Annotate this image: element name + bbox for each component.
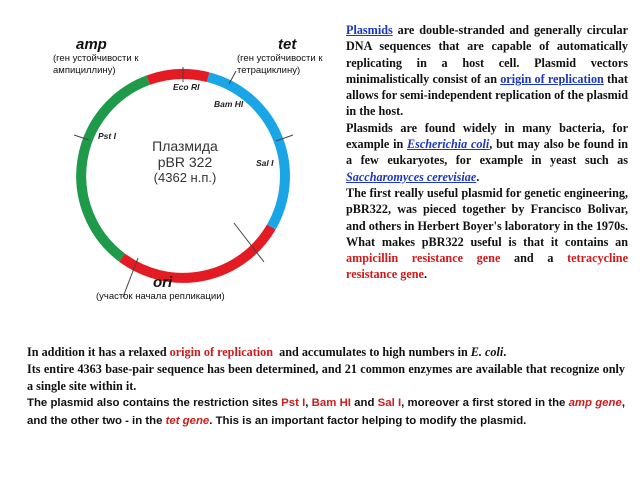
- text-segment: , and the other two - in the: [27, 397, 625, 427]
- paragraph-pbr322-history: [346, 185, 628, 283]
- highlight-amp-gene: amp gene: [568, 397, 622, 409]
- ring-segment-ori-red: [122, 227, 271, 278]
- bamhi-site-label: Bam HI: [214, 99, 244, 109]
- tet-gene-label: tet: [278, 36, 297, 53]
- plasmid-diagram: [0, 0, 340, 330]
- tet-gene-description: [237, 53, 323, 77]
- amp-gene-label: amp: [76, 36, 107, 53]
- link-origin-of-replication[interactable]: origin of replication: [500, 71, 604, 86]
- highlight-sal-i: Sal I: [377, 397, 402, 409]
- paragraph-plasmids-occurrence: [346, 120, 628, 185]
- text-segment: .: [503, 345, 507, 359]
- text-segment: , moreover a first stored in the: [401, 397, 569, 409]
- text-segment: ,: [305, 397, 312, 409]
- paragraph-restriction-sites: [27, 395, 625, 430]
- center-line3: (4362 н.п.): [153, 170, 217, 185]
- ecori-site-label: Eco RI: [173, 82, 200, 92]
- text-segment: In addition it has a relaxed: [27, 345, 170, 359]
- highlight-tetracycline-gene: tetracycline resistance gene: [346, 251, 628, 282]
- link-escherichia-coli[interactable]: Escherichia coli: [407, 137, 490, 152]
- paragraph-plasmids-definition: [346, 22, 628, 120]
- paragraph-sequence: [27, 361, 625, 395]
- ori-label: ori: [153, 274, 173, 291]
- ori-description: (участок начала репликации): [96, 291, 225, 302]
- plasmid-center-label: [130, 138, 240, 185]
- italic-e-coli: E. coli: [470, 345, 504, 359]
- text-segment: The first really useful plasmid for genetic engineering, pBR322, was pieced together by Francisco Bolivar, and others in Herbert Boyer's laboratory in the 1970s. What makes pBR322 useful is that it contains an: [346, 185, 628, 249]
- highlight-origin-of-replication: origin of replication: [169, 345, 274, 359]
- text-segment: and a: [500, 251, 568, 266]
- text-segment: that allows for semi-independent replication of the plasmid in the host.: [346, 71, 628, 119]
- tet-desc-line1: (ген устойчивости к: [237, 53, 323, 64]
- text-segment: are double-stranded and generally circular DNA sequences that are capable of automatically replicating in a host cell. Plasmid vectors minimalistically consist of an: [346, 23, 628, 86]
- center-line1: Плазмида: [152, 138, 218, 154]
- link-plasmids[interactable]: Plasmids: [346, 23, 393, 37]
- text-segment: .: [423, 267, 428, 282]
- text-segment: and: [350, 397, 378, 409]
- highlight-bam-hi: Bam HI: [311, 397, 351, 409]
- psti-site-label: Pst I: [98, 131, 116, 141]
- bottom-description-text: [27, 344, 625, 430]
- highlight-pst-i: Pst I: [281, 397, 306, 409]
- text-segment: Plasmids are found widely in many bacteria, for example in: [346, 120, 628, 152]
- text-segment: and accumulates to high numbers in: [273, 345, 471, 359]
- tet-desc-line2: тетрациклину): [237, 65, 301, 76]
- highlight-tet-gene: tet gene: [165, 414, 210, 427]
- text-segment: The plasmid also contains the restriction sites: [27, 397, 282, 409]
- paragraph-relaxed-origin: [27, 344, 625, 361]
- ring-segment-top-red: [148, 74, 208, 80]
- plasmid-description-text: [346, 22, 628, 283]
- center-line2: pBR 322: [157, 154, 213, 170]
- text-segment: , but may also be found in a few eukaryotes, for example in yeast such as: [346, 137, 628, 168]
- text-segment: Its entire 4363 base-pair sequence has been determined, and 21 common enzymes are available that recognize only a single site within it.: [27, 362, 625, 393]
- amp-desc-line1: (ген устойчивости к: [53, 53, 139, 64]
- text-segment: .: [476, 169, 480, 184]
- amp-desc-line2: ампициллину): [53, 65, 116, 76]
- link-saccharomyces-cerevisiae[interactable]: Saccharomyces cerevisiae: [346, 169, 477, 184]
- amp-gene-description: [53, 53, 139, 77]
- text-segment: . This is an important factor helping to modify the plasmid.: [209, 414, 527, 427]
- highlight-ampicillin-gene: ampicillin resistance gene: [346, 251, 501, 266]
- sali-site-label: Sal I: [256, 158, 274, 168]
